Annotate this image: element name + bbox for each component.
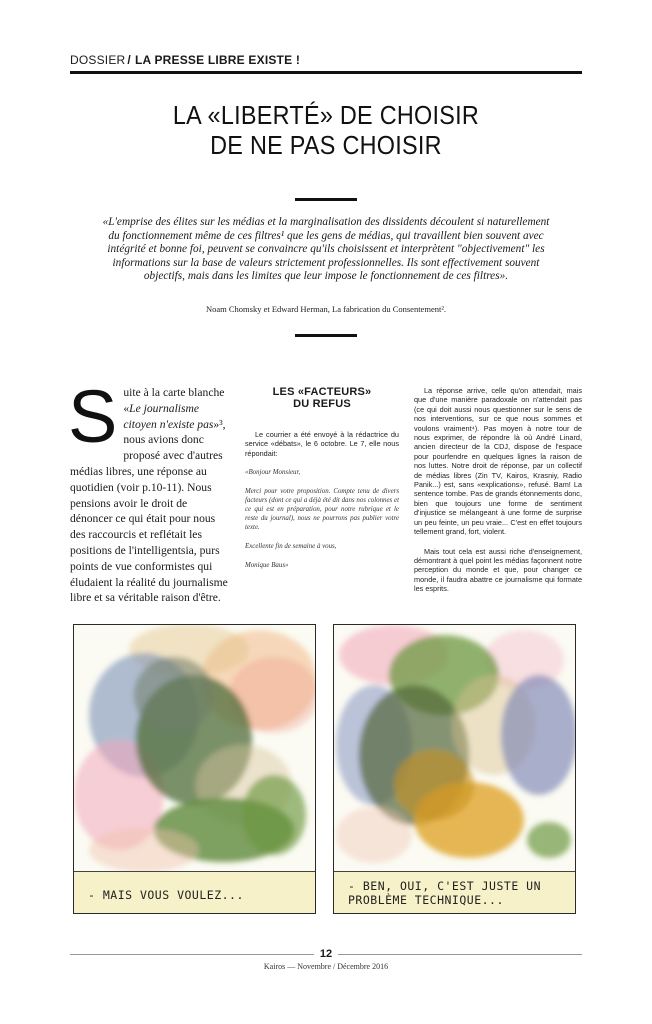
comic-caption-1: - MAIS VOUS VOULEZ... — [88, 888, 244, 902]
comic-caption-2-line-1: - BEN, OUI, C'EST JUSTE UN — [348, 879, 542, 893]
watercolor-illustration-1 — [74, 625, 316, 875]
letter-signature: Monique Baus» — [245, 561, 289, 569]
page-number — [70, 948, 582, 960]
cited-title: Le journalisme citoyen n'existe pas — [123, 401, 214, 431]
column-3-paragraph-1: La réponse arrive, celle qu'on attendait, mais que d'une manière paradoxale on n'attendait pas (ce qui doit aussi nous questionner sur le sens de nos interventions, sur ce que nous sommes et voulons vraiment⁴). Pas moyen à notre tour de nous exprimer, de répondre là où André Linard, ancien directeur de la CDJ, dispose de l'espace pour pourfendre en quelques lignes la raison de nos luttes. Notre droit de réponse, par un collectif de médias libres (Zin TV, Kairos, Krasniy, Radio Panik...) est, sans «explications», refusé. Bam! La sentence tombe. Pas de grands étonnements donc, bien que toujours une forme de sentiment d'injustice se mélangeant à une forme de surprise un peu feinte, un peu vraie... C'est en effet toujours tellement grand, fort, violent. — [414, 386, 582, 537]
headline-line-1: LA «LIBERTÉ» DE CHOISIR — [172, 100, 480, 130]
issue-footer: Kairos — Novembre / Décembre 2016 — [263, 962, 389, 971]
section-separator: / — [127, 53, 131, 67]
letter-closing: Excellente fin de semaine à vous, — [245, 542, 337, 550]
epigraph-quote: «L'emprise des élites sur les médias et la marginalisation des dissidents découlent si naturellement du fonctionnement même de ces filtres¹ que les gens de médias, qui travaillent bien souvent avec intégrité et bonne foi, peuvent se convaincre qu'ils choisissent et interprètent "objectivement" les informations sur la base de valeurs strictement professionnelles. Ils sont effectivement souvent objectifs, mais dans les limites que leur impose le fonctionnement de ces filtres». — [102, 216, 550, 282]
comic-panel-2 — [333, 624, 576, 914]
divider-bottom — [295, 334, 357, 337]
page-number-value: 12 — [314, 948, 338, 960]
headline-line-2: DE NE PAS CHOISIR — [210, 130, 442, 160]
column-3-paragraph-2: Mais tout cela est aussi riche d'enseignement, démontrant à quel point les médias façonnent notre perception du monde et que, pour changer ce monde, il faudra abattre ce journalisme qui formate les esprits. — [414, 546, 582, 594]
divider-top — [295, 198, 357, 201]
section-header — [70, 53, 582, 67]
drop-cap: S — [68, 375, 118, 458]
quoted-letter — [245, 468, 399, 570]
comic-caption-2-line-2: PROBLÈME TECHNIQUE... — [348, 893, 504, 907]
comic-panel-1 — [73, 624, 316, 914]
epigraph-attribution: Noam Chomsky et Edward Herman, La fabrication du Consentement². — [205, 304, 446, 314]
sidebar-heading-line-1: LES «FACTEURS» — [272, 386, 372, 398]
comic-caption-2 — [348, 879, 567, 907]
letter-body: Merci pour votre proposition. Compte tenu de divers facteurs (dont ce qui a déjà été dit dans nos colonnes et ce qui est en préparation, pour notre rubrique et le reste du journal), nous ne pourrons pas publier votre texte. — [245, 487, 399, 531]
article-column-3 — [414, 386, 582, 594]
sidebar-intro: Le courrier a été envoyé à la rédactrice du service «débats», le 6 octobre. Le 7, elle nous répondait: — [245, 430, 399, 458]
letter-greeting: «Bonjour Monsieur, — [245, 468, 301, 476]
article-headline — [96, 100, 557, 160]
header-rule — [70, 71, 582, 74]
column-1-text-end: »³, nous avions donc proposé avec d'autres médias libres, une réponse au quotidien (voir p.10-11). Nous pensions avoir le droit de dénoncer ce qui était pour nous des raccourcis et reflétait les positions de l'intelligentsia, purs points de vue conformistes qui éludaient la réalité du journalisme libre et sa véritable raison d'être. — [70, 417, 228, 605]
sidebar-heading — [245, 386, 399, 410]
article-column-1 — [68, 375, 230, 606]
sidebar-box — [245, 386, 399, 580]
sidebar-heading-line-2: DU REFUS — [293, 398, 351, 410]
section-title: LA PRESSE LIBRE EXISTE ! — [134, 53, 301, 67]
column-1-text-start: uite à la carte blanche « — [123, 386, 225, 415]
watercolor-illustration-2 — [334, 625, 576, 875]
section-label: DOSSIER — [70, 53, 126, 67]
